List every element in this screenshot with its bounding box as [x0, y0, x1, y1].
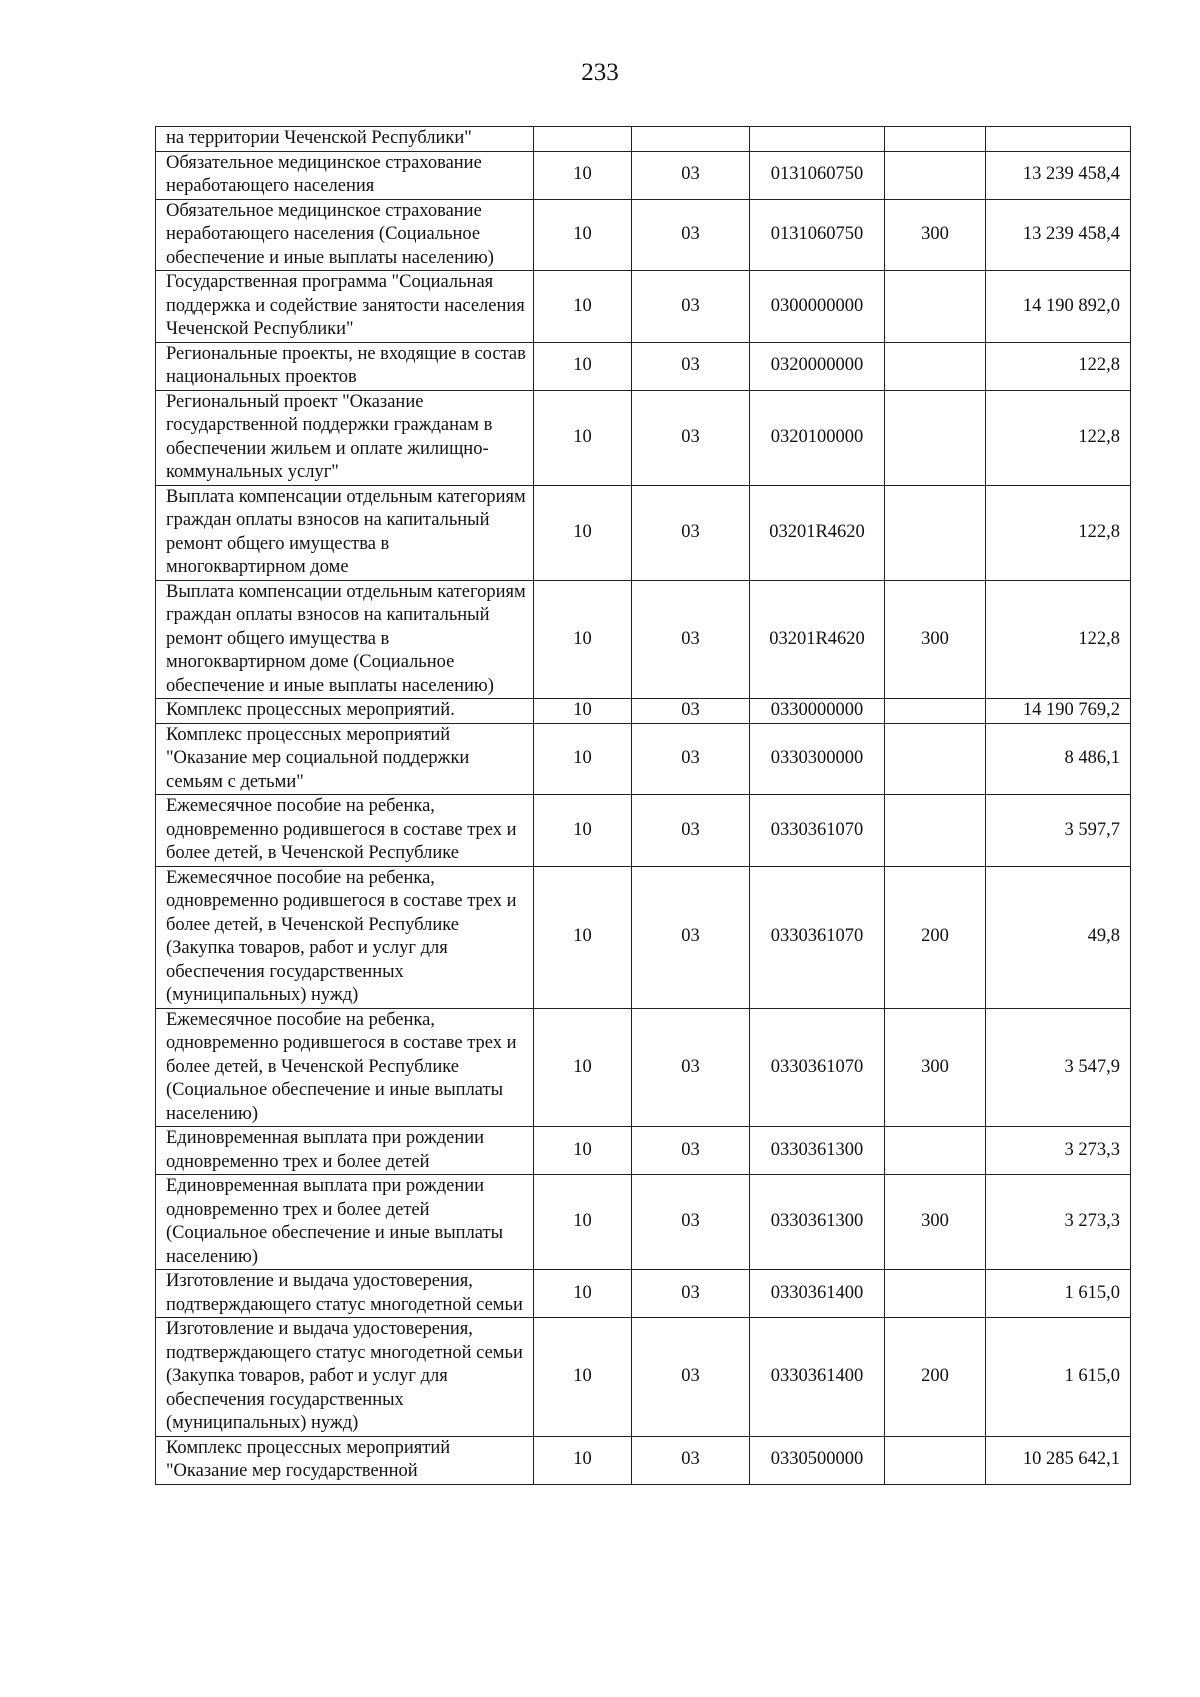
- target-article-code: 0330361070: [750, 866, 885, 1008]
- table-row: [156, 795, 1131, 867]
- subsection-code: 03: [632, 1270, 750, 1318]
- section-code: [534, 127, 632, 152]
- item-name: Ежемесячное пособие на ребенка, одновременно родившегося в составе трех и более детей, в Чеченской Республике: [156, 795, 534, 867]
- target-article-code: 03201R4620: [750, 485, 885, 580]
- section-code: 10: [534, 1436, 632, 1484]
- amount: 122,8: [986, 390, 1131, 485]
- section-code: 10: [534, 699, 632, 724]
- item-name: Выплата компенсации отдельным категориям граждан оплаты взносов на капитальный ремонт общего имущества в многоквартирном доме: [156, 485, 534, 580]
- target-article-code: 0330500000: [750, 1436, 885, 1484]
- expense-type-code: [885, 1436, 986, 1484]
- section-code: 10: [534, 199, 632, 271]
- subsection-code: 03: [632, 342, 750, 390]
- item-name: Ежемесячное пособие на ребенка, одновременно родившегося в составе трех и более детей, в Чеченской Республике (Социальное обеспечение и иные выплаты населению): [156, 1008, 534, 1127]
- target-article-code: 0131060750: [750, 199, 885, 271]
- item-name: Изготовление и выдача удостоверения, подтверждающего статус многодетной семьи (Закупка товаров, работ и услуг для обеспечения государственных (муниципальных) нужд): [156, 1318, 534, 1437]
- expense-type-code: 200: [885, 866, 986, 1008]
- target-article-code: 0330361400: [750, 1318, 885, 1437]
- section-code: 10: [534, 271, 632, 343]
- subsection-code: [632, 127, 750, 152]
- item-name: Ежемесячное пособие на ребенка, одновременно родившегося в составе трех и более детей, в Чеченской Республике (Закупка товаров, работ и услуг для обеспечения государственных (муниципальных) нужд): [156, 866, 534, 1008]
- section-code: 10: [534, 1008, 632, 1127]
- subsection-code: 03: [632, 795, 750, 867]
- section-code: 10: [534, 866, 632, 1008]
- table-row: [156, 199, 1131, 271]
- subsection-code: 03: [632, 151, 750, 199]
- amount: 1 615,0: [986, 1270, 1131, 1318]
- target-article-code: 0131060750: [750, 151, 885, 199]
- section-code: 10: [534, 1270, 632, 1318]
- page-number: 233: [581, 59, 619, 86]
- item-name: Комплекс процессных мероприятий "Оказание мер государственной: [156, 1436, 534, 1484]
- subsection-code: 03: [632, 699, 750, 724]
- subsection-code: 03: [632, 580, 750, 699]
- target-article-code: [750, 127, 885, 152]
- item-name: Изготовление и выдача удостоверения, подтверждающего статус многодетной семьи: [156, 1270, 534, 1318]
- amount: [986, 127, 1131, 152]
- item-name: Комплекс процессных мероприятий.: [156, 699, 534, 724]
- target-article-code: 0330361070: [750, 1008, 885, 1127]
- subsection-code: 03: [632, 1175, 750, 1270]
- table-row: [156, 342, 1131, 390]
- section-code: 10: [534, 342, 632, 390]
- item-name: на территории Чеченской Республики": [156, 127, 534, 152]
- amount: 3 547,9: [986, 1008, 1131, 1127]
- amount: 13 239 458,4: [986, 199, 1131, 271]
- amount: 10 285 642,1: [986, 1436, 1131, 1484]
- subsection-code: 03: [632, 199, 750, 271]
- table-row: [156, 580, 1131, 699]
- budget-table-body: [156, 127, 1131, 1485]
- expense-type-code: [885, 127, 986, 152]
- target-article-code: 0320100000: [750, 390, 885, 485]
- amount: 8 486,1: [986, 723, 1131, 795]
- table-row: [156, 1318, 1131, 1437]
- amount: 49,8: [986, 866, 1131, 1008]
- target-article-code: 03201R4620: [750, 580, 885, 699]
- section-code: 10: [534, 1318, 632, 1437]
- amount: 122,8: [986, 580, 1131, 699]
- expense-type-code: 300: [885, 1175, 986, 1270]
- target-article-code: 0330361300: [750, 1127, 885, 1175]
- expense-type-code: [885, 485, 986, 580]
- target-article-code: 0330300000: [750, 723, 885, 795]
- section-code: 10: [534, 390, 632, 485]
- section-code: 10: [534, 795, 632, 867]
- table-row: [156, 127, 1131, 152]
- table-row: [156, 1270, 1131, 1318]
- section-code: 10: [534, 485, 632, 580]
- expense-type-code: [885, 795, 986, 867]
- expense-type-code: [885, 723, 986, 795]
- subsection-code: 03: [632, 866, 750, 1008]
- expense-type-code: [885, 342, 986, 390]
- amount: 13 239 458,4: [986, 151, 1131, 199]
- target-article-code: 0330000000: [750, 699, 885, 724]
- amount: 122,8: [986, 342, 1131, 390]
- expense-type-code: [885, 271, 986, 343]
- subsection-code: 03: [632, 1008, 750, 1127]
- amount: 14 190 769,2: [986, 699, 1131, 724]
- table-row: [156, 390, 1131, 485]
- expense-type-code: [885, 699, 986, 724]
- expense-type-code: 200: [885, 1318, 986, 1437]
- amount: 14 190 892,0: [986, 271, 1131, 343]
- target-article-code: 0320000000: [750, 342, 885, 390]
- table-row: [156, 151, 1131, 199]
- table-row: [156, 485, 1131, 580]
- target-article-code: 0300000000: [750, 271, 885, 343]
- section-code: 10: [534, 151, 632, 199]
- amount: 3 597,7: [986, 795, 1131, 867]
- table-row: [156, 723, 1131, 795]
- target-article-code: 0330361400: [750, 1270, 885, 1318]
- subsection-code: 03: [632, 1436, 750, 1484]
- expense-type-code: [885, 1270, 986, 1318]
- table-row: [156, 1436, 1131, 1484]
- amount: 3 273,3: [986, 1127, 1131, 1175]
- subsection-code: 03: [632, 485, 750, 580]
- item-name: Обязательное медицинское страхование неработающего населения (Социальное обеспечение и иные выплаты населению): [156, 199, 534, 271]
- expense-type-code: 300: [885, 199, 986, 271]
- item-name: Региональный проект "Оказание государственной поддержки гражданам в обеспечении жильем и оплате жилищно-коммунальных услуг": [156, 390, 534, 485]
- table-row: [156, 1127, 1131, 1175]
- subsection-code: 03: [632, 1318, 750, 1437]
- budget-table: [155, 126, 1131, 1485]
- table-row: [156, 1175, 1131, 1270]
- target-article-code: 0330361300: [750, 1175, 885, 1270]
- item-name: Государственная программа "Социальная поддержка и содействие занятости населения Чеченской Республики": [156, 271, 534, 343]
- amount: 122,8: [986, 485, 1131, 580]
- expense-type-code: 300: [885, 1008, 986, 1127]
- subsection-code: 03: [632, 1127, 750, 1175]
- amount: 3 273,3: [986, 1175, 1131, 1270]
- table-row: [156, 866, 1131, 1008]
- expense-type-code: [885, 390, 986, 485]
- section-code: 10: [534, 1175, 632, 1270]
- subsection-code: 03: [632, 271, 750, 343]
- target-article-code: 0330361070: [750, 795, 885, 867]
- item-name: Комплекс процессных мероприятий "Оказание мер социальной поддержки семьям с детьми": [156, 723, 534, 795]
- item-name: Выплата компенсации отдельным категориям граждан оплаты взносов на капитальный ремонт общего имущества в многоквартирном доме (Социальное обеспечение и иные выплаты населению): [156, 580, 534, 699]
- table-row: [156, 271, 1131, 343]
- subsection-code: 03: [632, 723, 750, 795]
- table-row: [156, 1008, 1131, 1127]
- expense-type-code: 300: [885, 580, 986, 699]
- item-name: Региональные проекты, не входящие в состав национальных проектов: [156, 342, 534, 390]
- amount: 1 615,0: [986, 1318, 1131, 1437]
- subsection-code: 03: [632, 390, 750, 485]
- table-row: [156, 699, 1131, 724]
- item-name: Единовременная выплата при рождении одновременно трех и более детей: [156, 1127, 534, 1175]
- section-code: 10: [534, 1127, 632, 1175]
- item-name: Обязательное медицинское страхование неработающего населения: [156, 151, 534, 199]
- item-name: Единовременная выплата при рождении одновременно трех и более детей (Социальное обеспечение и иные выплаты населению): [156, 1175, 534, 1270]
- expense-type-code: [885, 151, 986, 199]
- section-code: 10: [534, 580, 632, 699]
- section-code: 10: [534, 723, 632, 795]
- expense-type-code: [885, 1127, 986, 1175]
